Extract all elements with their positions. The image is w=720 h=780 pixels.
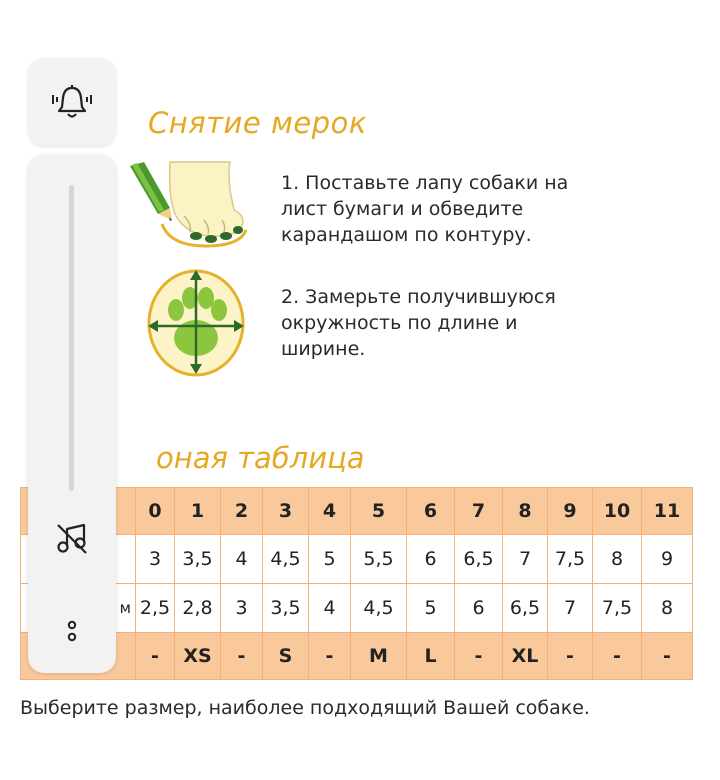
table-cell: 4,5 [263, 535, 309, 584]
size-table-header-row [21, 488, 693, 535]
table-cell: 7 [503, 535, 548, 584]
header-cell: 1 [175, 488, 221, 535]
size-cell: S [263, 633, 309, 680]
page-title: Снятие мерок [148, 106, 367, 140]
side-control-panel [28, 155, 116, 673]
table-cell: 2,8 [175, 584, 221, 633]
size-table [20, 487, 693, 680]
table-cell: 3 [221, 584, 263, 633]
table-cell: 9 [642, 535, 693, 584]
size-cell: XL [503, 633, 548, 680]
size-cell: - [309, 633, 351, 680]
music-off-button[interactable] [52, 519, 92, 559]
size-cell: - [642, 633, 693, 680]
more-options-button[interactable] [58, 613, 86, 649]
size-cell: XS [175, 633, 221, 680]
header-cell: 10 [593, 488, 642, 535]
size-cell: - [221, 633, 263, 680]
header-cell: 4 [309, 488, 351, 535]
table-cell: 8 [642, 584, 693, 633]
table-cell: 3 [136, 535, 175, 584]
table-cell: 7,5 [548, 535, 593, 584]
size-table-size-row [21, 633, 693, 680]
notification-bell-icon [49, 82, 95, 122]
size-table-title: оная таблица [156, 441, 365, 475]
table-cell: 6,5 [503, 584, 548, 633]
header-cell: 2 [221, 488, 263, 535]
header-cell: 8 [503, 488, 548, 535]
header-cell: 6 [407, 488, 455, 535]
notification-button[interactable] [28, 58, 116, 146]
size-cell: - [548, 633, 593, 680]
header-cell: 5 [351, 488, 407, 535]
size-advice-text: Выберите размер, наиболее подходящий Вашей собаке. [20, 697, 590, 719]
size-cell: - [593, 633, 642, 680]
table-cell: 3,5 [175, 535, 221, 584]
header-cell: 3 [263, 488, 309, 535]
table-cell: 6 [407, 535, 455, 584]
table-cell: 8 [593, 535, 642, 584]
table-cell: 5 [309, 535, 351, 584]
size-cell: - [136, 633, 175, 680]
table-cell: 7 [548, 584, 593, 633]
table-cell: 5 [407, 584, 455, 633]
table-cell: 4 [309, 584, 351, 633]
size-cell: L [407, 633, 455, 680]
row-label: м [21, 584, 136, 633]
more-vertical-icon [65, 617, 79, 645]
size-cell: M [351, 633, 407, 680]
step-2-text: 2. Замерьте получившуюся окружность по длине и ширине. [281, 286, 556, 360]
size-cell: - [455, 633, 503, 680]
header-cell: 9 [548, 488, 593, 535]
table-cell: 5,5 [351, 535, 407, 584]
table-cell: 3,5 [263, 584, 309, 633]
table-cell: 6 [455, 584, 503, 633]
table-cell: 4 [221, 535, 263, 584]
paw-tracing-illustration [126, 160, 256, 250]
header-cell: 0 [136, 488, 175, 535]
header-cell: 11 [642, 488, 693, 535]
music-off-icon [54, 521, 90, 557]
table-row [21, 584, 693, 633]
table-cell: 7,5 [593, 584, 642, 633]
header-cell: 7 [455, 488, 503, 535]
step-1-text: 1. Поставьте лапу собаки на лист бумаги и обведите карандашом по контуру. [281, 172, 569, 246]
table-cell: 6,5 [455, 535, 503, 584]
paw-measurement-illustration [146, 266, 248, 378]
table-cell: 4,5 [351, 584, 407, 633]
table-row [21, 535, 693, 584]
volume-slider[interactable] [69, 185, 74, 491]
table-cell: 2,5 [136, 584, 175, 633]
